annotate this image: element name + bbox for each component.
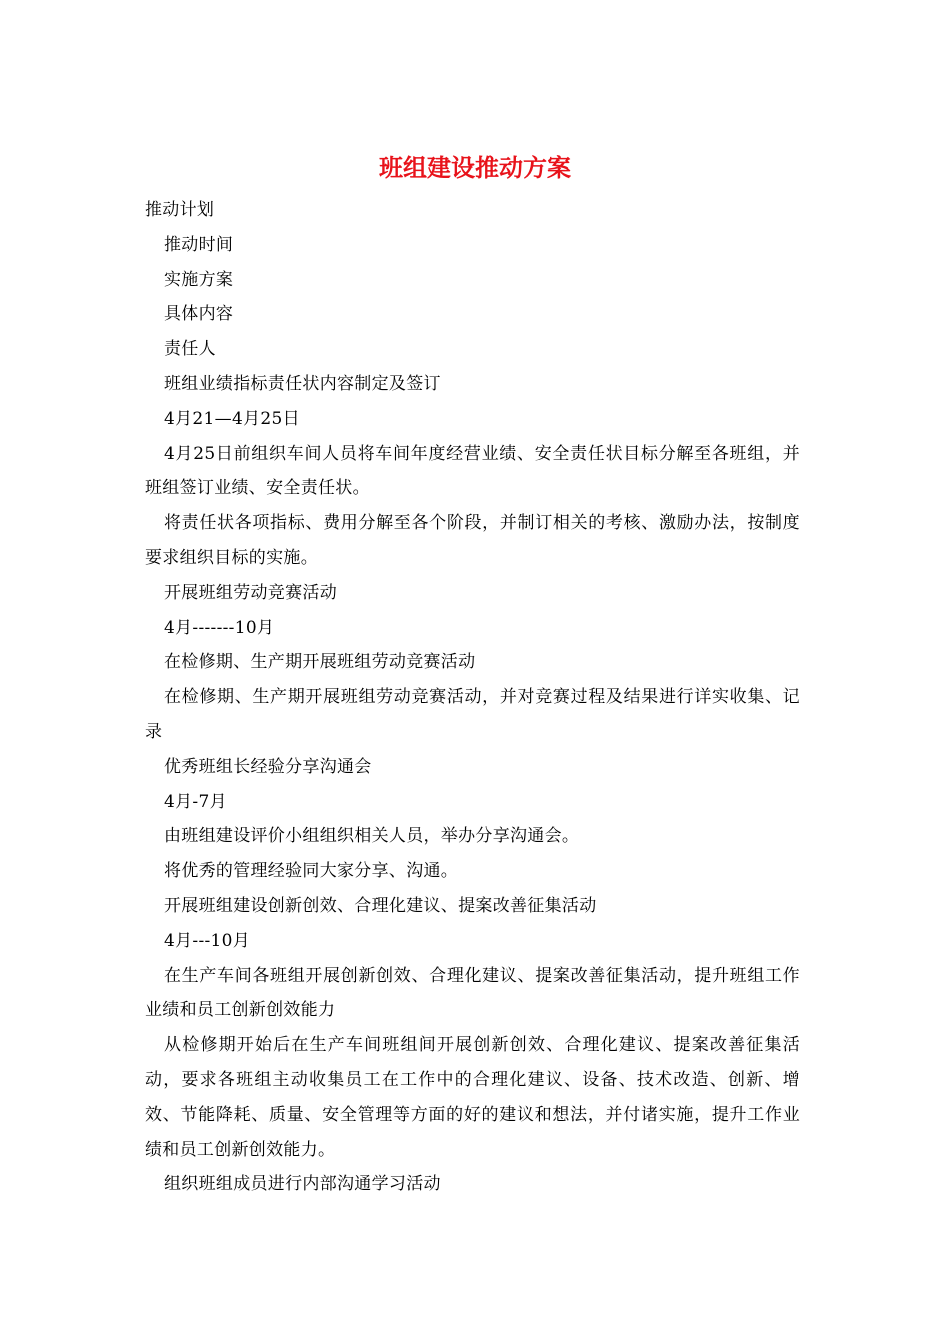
paragraph: 由班组建设评价小组组织相关人员，举办分享沟通会。 — [164, 826, 580, 847]
paragraph: 组织班组成员进行内部沟通学习活动 — [164, 1174, 441, 1195]
paragraph: 在检修期、生产期开展班组劳动竞赛活动，并对竞赛过程及结果进行详实收集、记录 — [145, 687, 800, 742]
paragraph: 班组业绩指标责任状内容制定及签订 — [164, 373, 441, 394]
paragraph: 将责任状各项指标、费用分解至各个阶段，并制订相关的考核、激励办法，按制度要求组织目标的实施。 — [145, 513, 800, 568]
paragraph: 4月21—4月25日 — [164, 408, 300, 429]
paragraph: 4月-7月 — [164, 791, 227, 812]
document-body — [145, 193, 800, 1202]
paragraph: 在检修期、生产期开展班组劳动竞赛活动 — [164, 652, 476, 673]
paragraph: 实施方案 — [164, 269, 234, 290]
paragraph: 从检修期开始后在生产车间班组间开展创新创效、合理化建议、提案改善征集活动，要求各班组主动收集员工在工作中的合理化建议、设备、技术改造、创新、增效、节能降耗、质量、安全管理等方面的好的建议和想法，并付诸实施，提升工作业绩和员工创新创效能力。 — [145, 1035, 800, 1160]
paragraph: 在生产车间各班组开展创新创效、合理化建议、提案改善征集活动，提升班组工作业绩和员工创新创效能力 — [145, 965, 800, 1021]
paragraph: 优秀班组长经验分享沟通会 — [164, 756, 372, 777]
paragraph-plan-heading: 推动计划 — [145, 200, 215, 220]
paragraph: 推动时间 — [164, 234, 234, 255]
paragraph: 将优秀的管理经验同大家分享、沟通。 — [164, 861, 459, 882]
paragraph: 具体内容 — [164, 304, 234, 325]
document-title: 班组建设推动方案 — [379, 153, 571, 182]
paragraph: 责任人 — [164, 339, 216, 360]
paragraph: 4月-------10月 — [164, 617, 275, 638]
paragraph: 开展班组劳动竞赛活动 — [164, 582, 337, 603]
paragraph: 4月---10月 — [164, 930, 251, 951]
paragraph: 开展班组建设创新创效、合理化建议、提案改善征集活动 — [164, 895, 597, 916]
paragraph: 4月25日前组织车间人员将车间年度经营业绩、安全责任状目标分解至各班组，并班组签订业绩、安全责任状。 — [145, 443, 800, 499]
